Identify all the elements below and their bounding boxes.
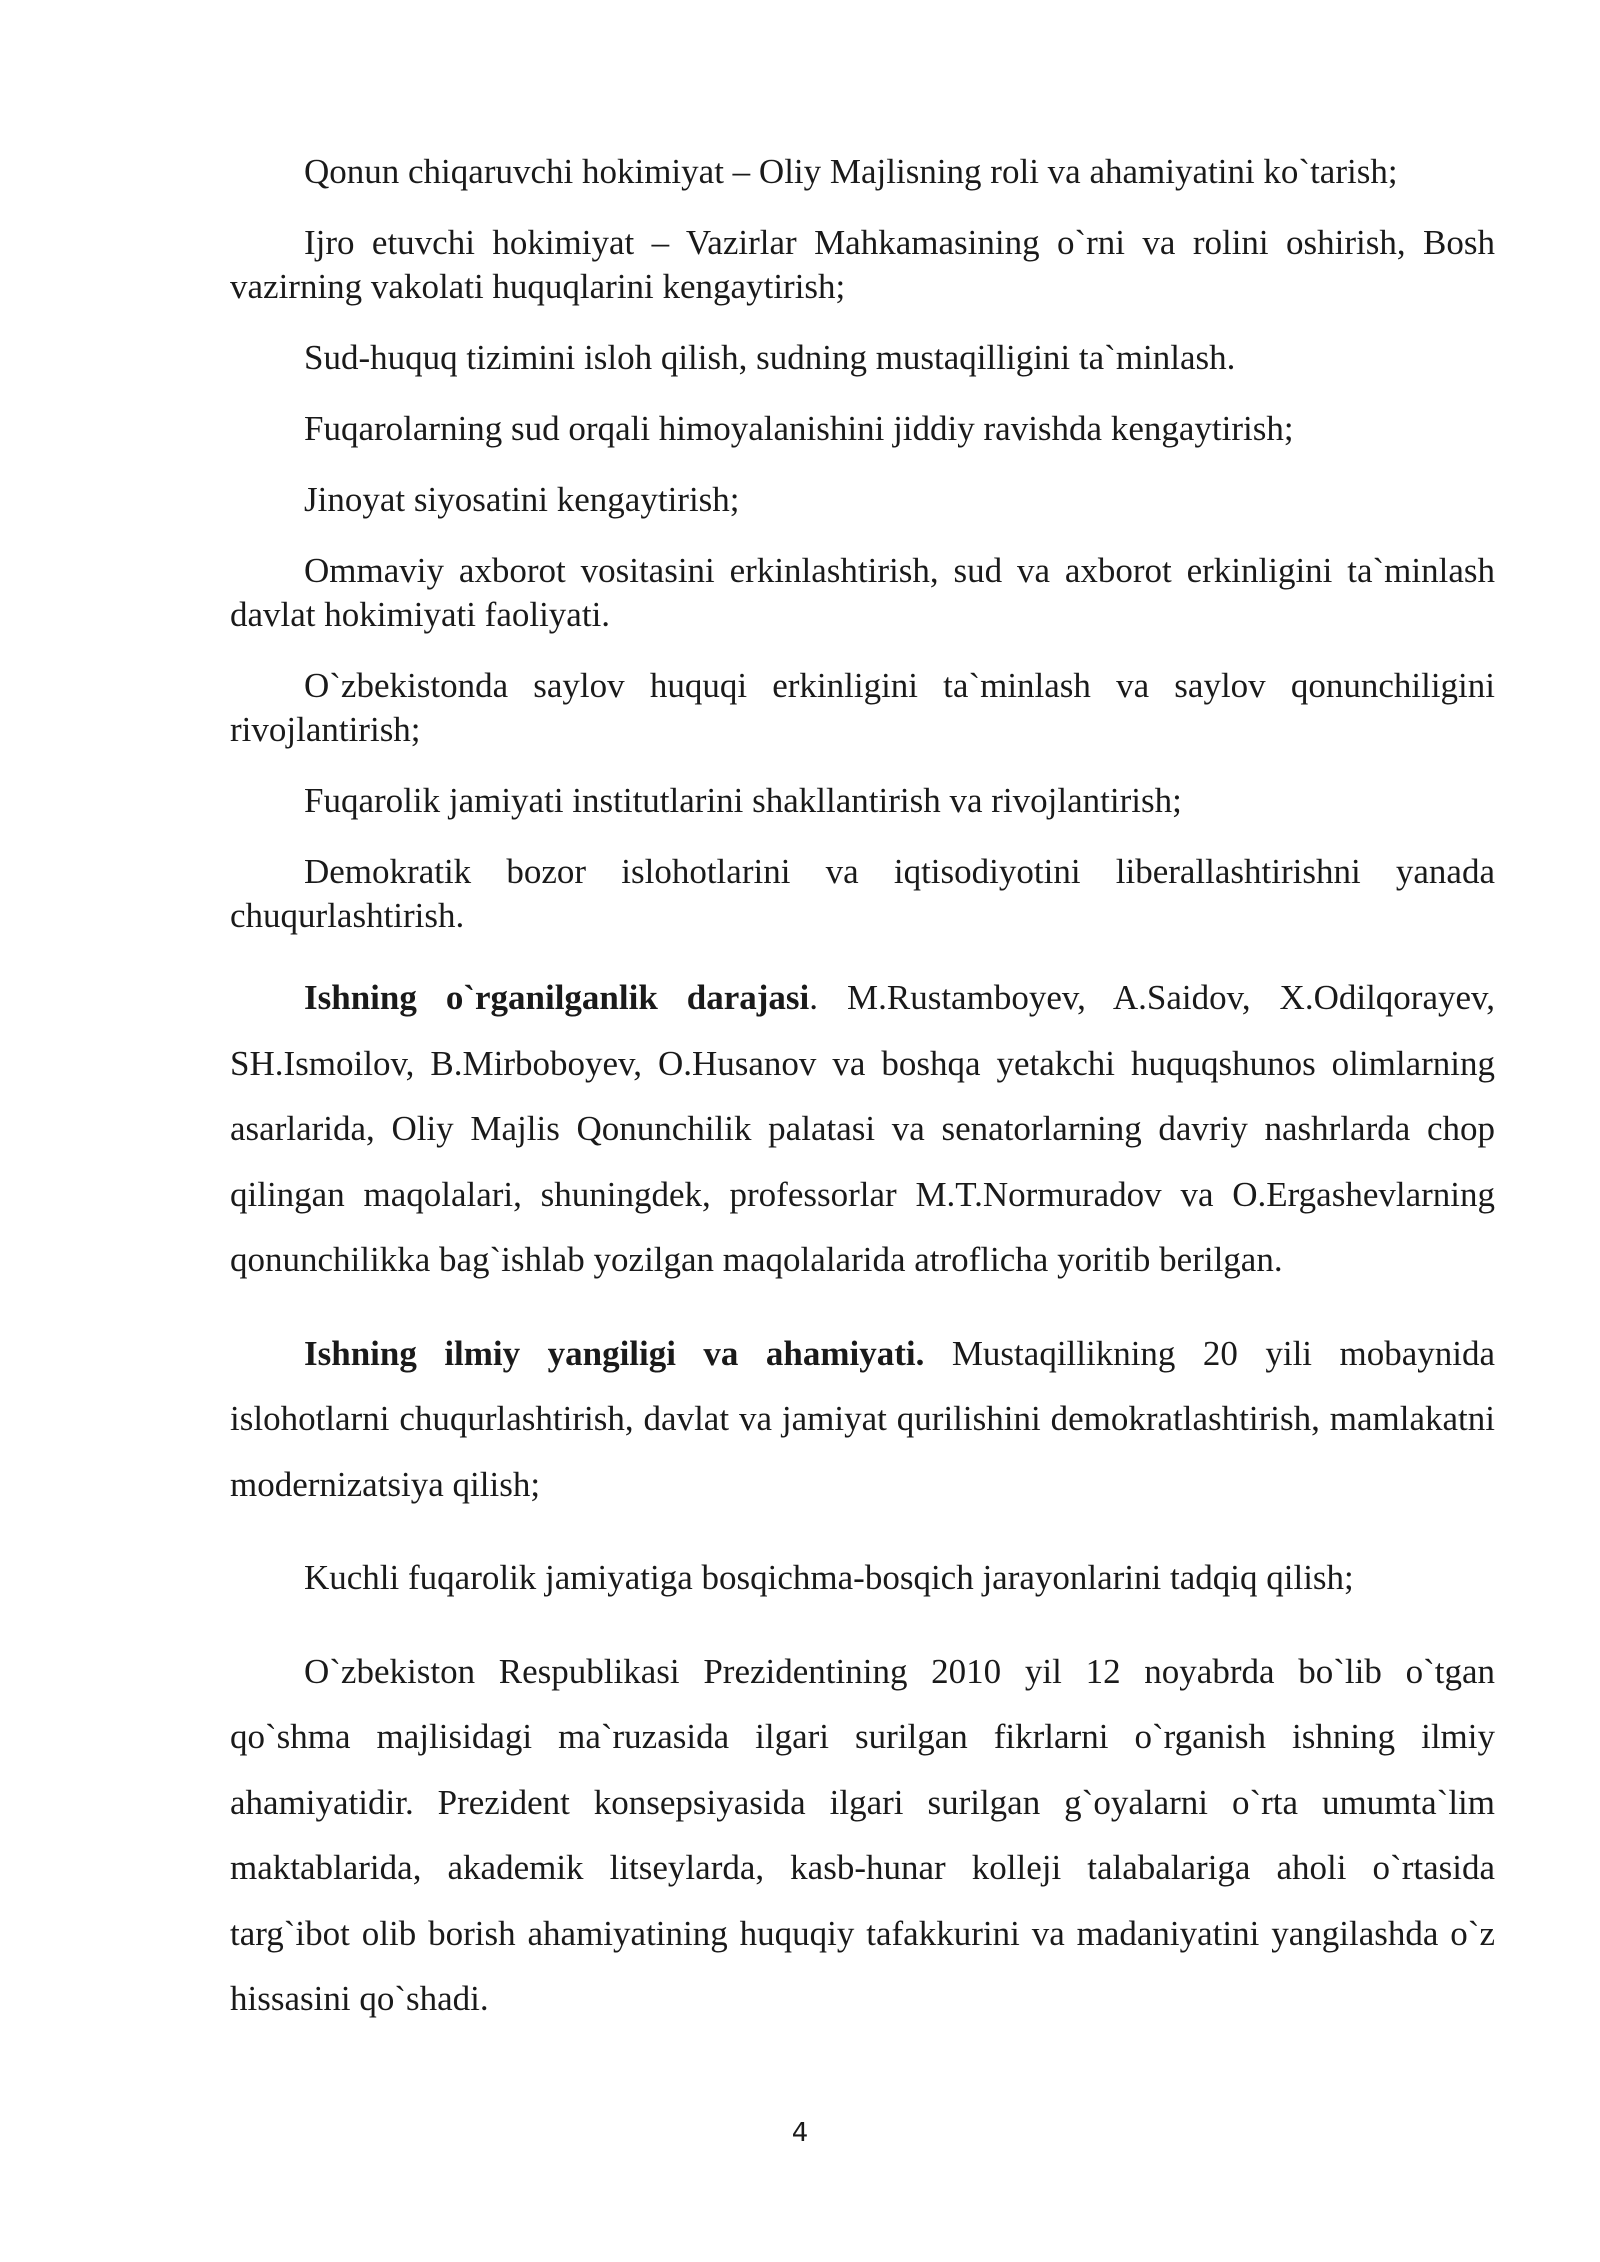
- paragraph-research: Kuchli fuqarolik jamiyatiga bosqichma-bosqich jarayonlarini tadqiq qilish;: [304, 1558, 1354, 1597]
- paragraph-criminal-policy: Jinoyat siyosatini kengaytirish;: [304, 480, 740, 519]
- study-degree-heading: Ishning o`rganilganlik darajasi: [304, 978, 810, 1017]
- paragraph-market-reforms: Demokratik bozor islohotlarini va iqtisodiyotini liberallashtirishni yanada chuqurlashtirish.: [230, 852, 1495, 935]
- novelty-body: Mustaqillikning 20 yili mobaynida islohotlarni chuqurlashtirish, davlat va jamiyat qurilishini demokratlashtirish, mamlakatni modernizatsiya qilish;: [230, 1333, 1495, 1504]
- novelty-heading: Ishning ilmiy yangiligi va ahamiyati.: [304, 1333, 925, 1373]
- paragraph-civil-society: Fuqarolik jamiyati institutlarini shakllantirish va rivojlantirish;: [304, 781, 1182, 820]
- paragraph-president: O`zbekiston Respublikasi Prezidentining 2010 yil 12 noyabrda bo`lib o`tgan qo`shma majlisidagi ma`ruzasida ilgari surilgan fikrlarni o`rganish ishning ilmiy ahamiyatidir. Prezident konsepsiyasida ilgari surilgan g`oyalarni o`rta umumta`lim maktablarida, akademik litseylarda, kasb-hunar kolleji talabalariga aholi o`rtasida targ`ibot olib borish ahamiyatining huquqiy tafakkurini va madaniyatini yangilashda o`z hissasini qo`shadi.: [230, 1651, 1495, 2018]
- paragraph-executive: Ijro etuvchi hokimiyat – Vazirlar Mahkamasining o`rni va rolini oshirish, Bosh vazirning vakolati huquqlarini kengaytirish;: [230, 223, 1495, 306]
- page-number: 4: [791, 2118, 809, 2148]
- study-degree-body: . M.Rustamboyev, A.Saidov, X.Odilqorayev, SH.Ismoilov, B.Mirboboyev, O.Husanov va boshqa yetakchi huquqshunos olimlarning asarlarida, Oliy Majlis Qonunchilik palatasi va senatorlarning davriy nashrlarda chop qilingan maqolalari, shuningdek, professorlar M.T.Normuradov va O.Ergashevlarning qonunchilikka bag`ishlab yozilgan maqolalarida atroflicha yoritib berilgan.: [230, 978, 1496, 1279]
- paragraph-citizen-protection: Fuqarolarning sud orqali himoyalanishini jiddiy ravishda kengaytirish;: [304, 409, 1294, 448]
- paragraph-study-degree: [230, 965, 1495, 1293]
- document-page: [230, 150, 1495, 2032]
- paragraph-legislative: Qonun chiqaruvchi hokimiyat – Oliy Majlisning roli va ahamiyatini ko`tarish;: [304, 152, 1398, 191]
- paragraph-mass-media: Ommaviy axborot vositasini erkinlashtirish, sud va axborot erkinligini ta`minlash davlat hokimiyati faoliyati.: [230, 551, 1495, 634]
- paragraph-judicial-reform: Sud-huquq tizimini isloh qilish, sudning mustaqilligini ta`minlash.: [304, 338, 1236, 377]
- paragraph-electoral-rights: O`zbekistonda saylov huquqi erkinligini ta`minlash va saylov qonunchiligini rivojlantirish;: [230, 666, 1495, 749]
- paragraph-novelty: [230, 1321, 1495, 1518]
